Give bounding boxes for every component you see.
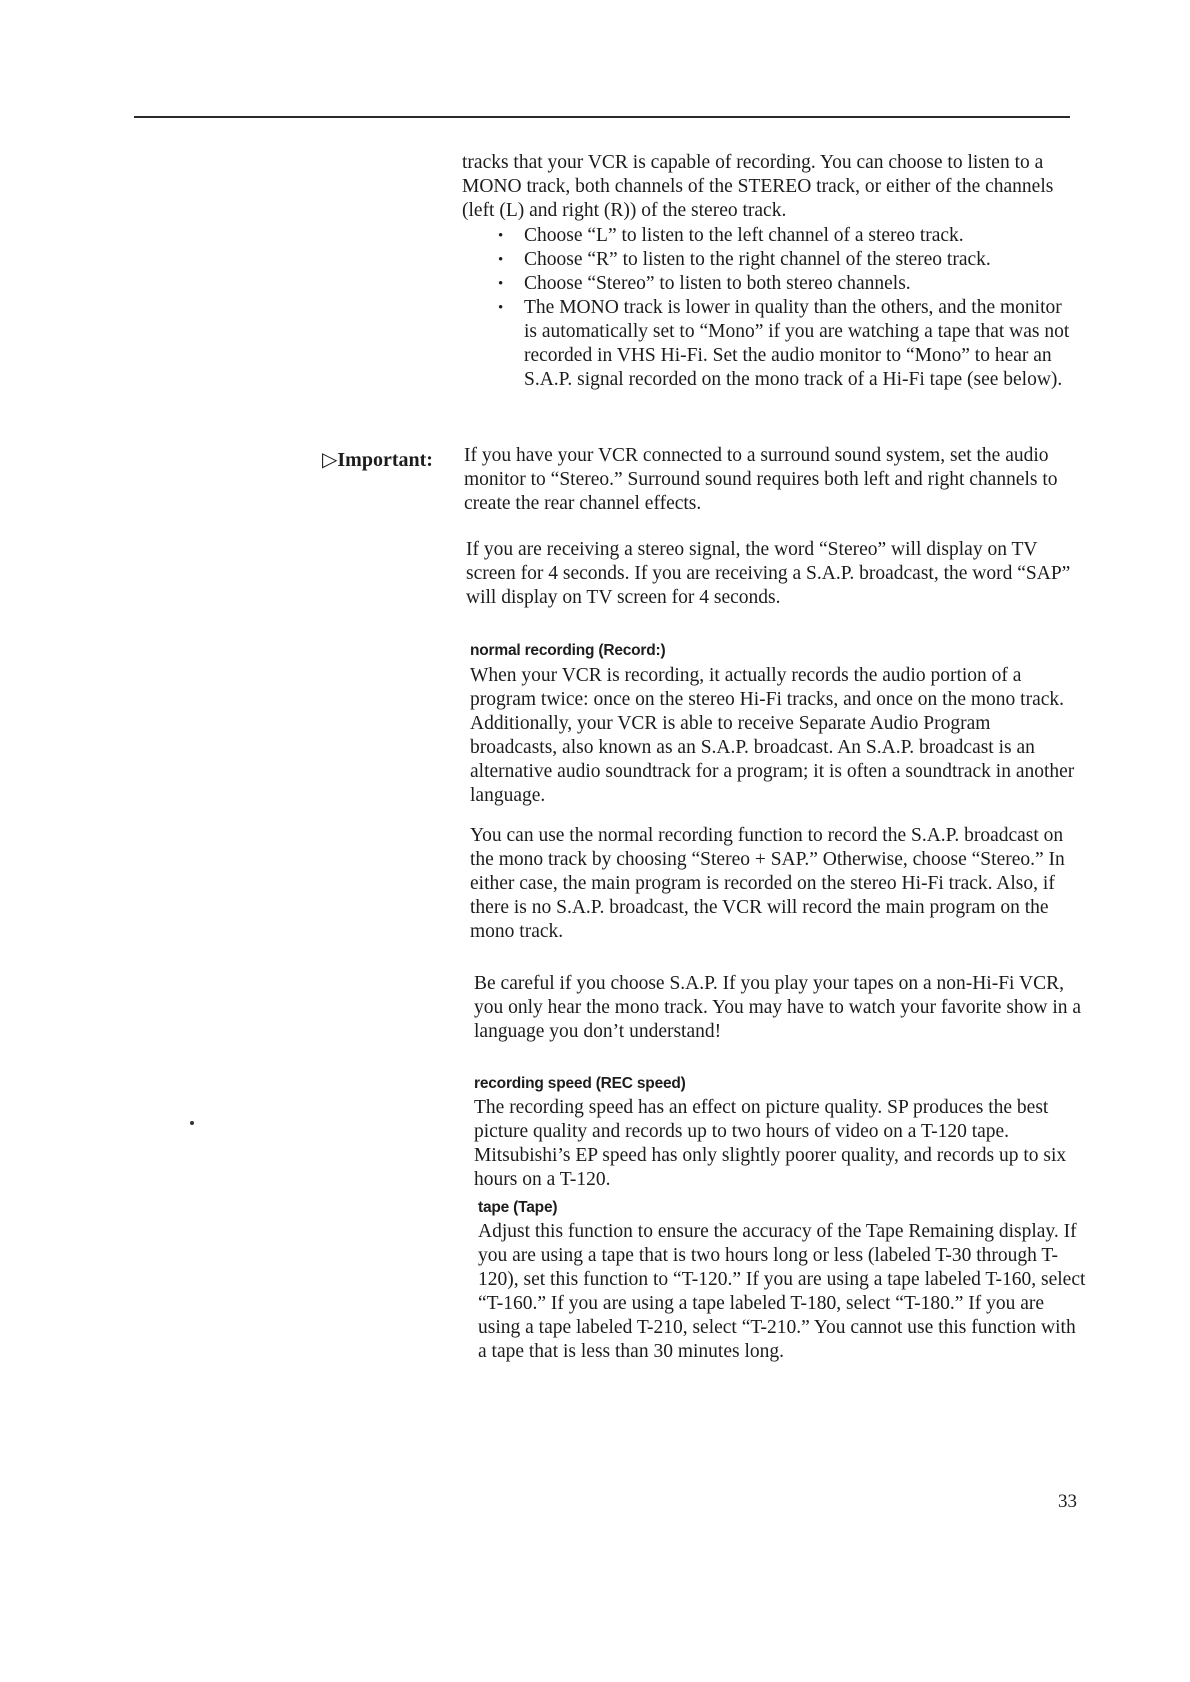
normal-recording-paragraph-1: When your VCR is recording, it actually records the audio portion of a program twice: once on the stereo Hi-Fi tracks, and once on the mono track. Additionally, your VCR is able to receive Separate Audio Program broadcasts, also known as an S.A.P. broadcast. An S.A.P. broadcast is an alternative audio soundtrack for a program; it is often a soundtrack in another language. xyxy=(470,665,1075,806)
scan-speck xyxy=(190,1121,194,1125)
page-number: 33 xyxy=(1058,1491,1077,1512)
intro-paragraph: tracks that your VCR is capable of recording. You can choose to listen to a MONO track, both channels of the STEREO track, or either of the channels (left (L) and right (R)) of the stereo track. xyxy=(462,152,1054,221)
normal-recording-paragraph-3: Be careful if you choose S.A.P. If you play your tapes on a non-Hi-Fi VCR, you only hear the mono track. You may have to watch your favorite show in a language you don’t understand! xyxy=(474,973,1082,1042)
tape-heading: tape (Tape) xyxy=(478,1199,558,1216)
list-item: • Choose “R” to listen to the right channel of the stereo track. xyxy=(494,248,1074,272)
list-item: • Choose “L” to listen to the left channel of a stereo track. xyxy=(494,224,1074,248)
recording-speed-paragraph: The recording speed has an effect on picture quality. SP produces the best picture quality and records up to two hours of video on a T-120 tape. Mitsubishi’s EP speed has only slightly poorer quality, and records up to six hours on a T-120. xyxy=(474,1097,1067,1190)
stereo-display-paragraph: If you are receiving a stereo signal, the word “Stereo” will display on TV screen for 4 seconds. If you are receiving a S.A.P. broadcast, the word “SAP” will display on TV screen for 4 seconds. xyxy=(466,539,1071,608)
list-item: • The MONO track is lower in quality than the others, and the monitor is automatically set to “Mono” if you are watching a tape that was not recorded in VHS Hi-Fi. Set the audio monitor to “Mono” to hear an S.A.P. signal recorded on the mono track of a Hi-Fi tape (see below). xyxy=(494,296,1074,392)
recording-speed-heading: recording speed (REC speed) xyxy=(474,1075,686,1092)
normal-recording-heading: normal recording (Record:) xyxy=(470,642,666,659)
important-label: ▷Important: xyxy=(322,449,433,471)
important-note: If you have your VCR connected to a surround sound system, set the audio monitor to “Stereo.” Surround sound requires both left and right channels to create the rear channel effects. xyxy=(464,445,1058,514)
audio-channel-options-list xyxy=(494,224,1074,392)
header-rule xyxy=(134,116,1070,118)
list-item: • Choose “Stereo” to listen to both stereo channels. xyxy=(494,272,1074,296)
normal-recording-paragraph-2: You can use the normal recording function to record the S.A.P. broadcast on the mono track by choosing “Stereo + SAP.” Otherwise, choose “Stereo.” In either case, the main program is recorded on the stereo Hi-Fi track. Also, if there is no S.A.P. broadcast, the VCR will record the main program on the mono track. xyxy=(470,825,1065,942)
tape-paragraph: Adjust this function to ensure the accuracy of the Tape Remaining display. If you are using a tape that is two hours long or less (labeled T-30 through T-120), set this function to “T-120.” If you are using a tape labeled T-160, select “T-160.” If you are using a tape labeled T-180, select “T-180.” If you are using a tape labeled T-210, select “T-210.” You cannot use this function with a tape that is less than 30 minutes long. xyxy=(478,1221,1086,1362)
